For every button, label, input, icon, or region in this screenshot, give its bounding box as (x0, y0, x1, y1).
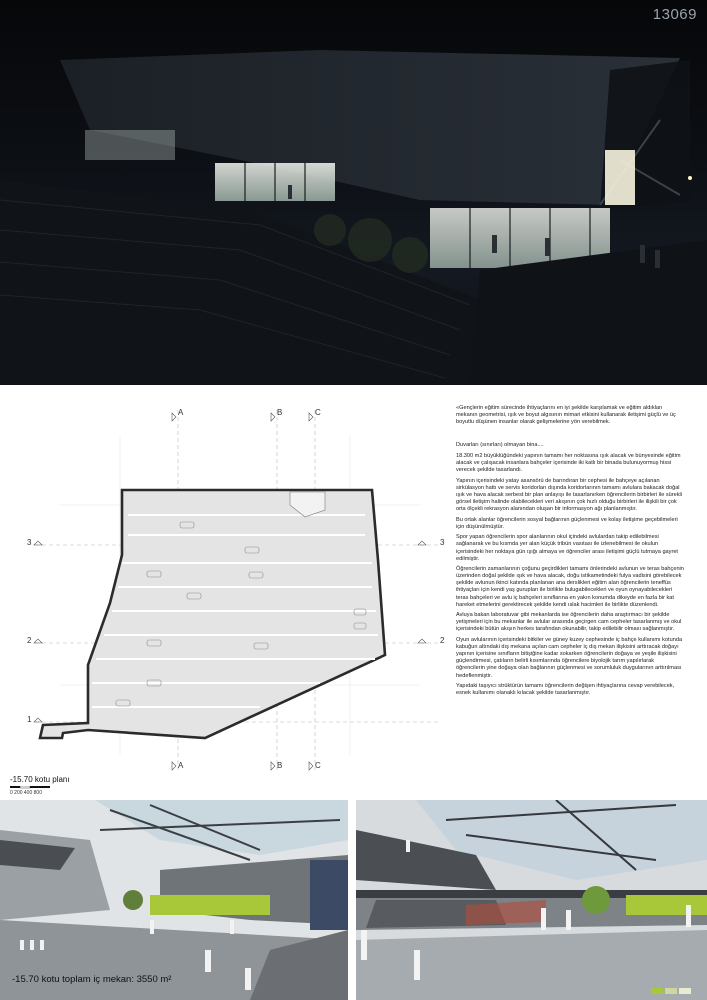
legend-chip-green (651, 988, 663, 994)
axis-label-bottom-c: C (315, 761, 321, 770)
interior-render-right (356, 800, 707, 1000)
paragraph-2: Yapının içerisindeki yatay asansörü de barındıran bir cephesi ile bahçeye açılanan sirkülasyon hattı ve servis koridorları dışında koridorlarının tamamı avlulara bakacak doğal ışık ve hava alacak serbest bir plan anlayışı ile tasarlanırken öğrencilerin birbirleri ile sürekli görsel iletişim halinde olabilecekleri veri akışının çok hızlı olduğu birbirleri ile ilişkili bir çok orta ölçekli rekrasyon alanından oluşan bir informasyon ağı planlanmıştır. (456, 477, 683, 513)
axis-label-top-a: A (178, 408, 184, 417)
legend-chip-light (665, 988, 677, 994)
paragraph-1: 18.300 m2 büyüklüğündeki yapının tamamı her noktasına ışık alacak ve bünyesinde eğitim alacak ve çalışacak insanlara bahçeler içerisinde iki katlı bir binada bulunuyormuş hissi verecek şekilde tasarlandı. (456, 452, 681, 474)
scale-bar (10, 786, 50, 796)
plan-outline (40, 490, 385, 738)
floor-plan-drawing (0, 395, 450, 795)
paragraph-4: Spor yapan öğrencilerin spor alanlarının okul içindeki avlulardan takip edilebilmesi sağlanarak ve bu kısmda yer alan küçük tribün vasıtası ile izlenebilmesi ile okulun içerisindeki her noktaya gün ışığı almaya ve öğrenciler arası iletişimi güçlü tutmaya gayret edilmiştir. (456, 534, 678, 562)
paragraph-8: Yapıdaki taşıyıcı strüktürün tamamı öğrencilerin değişen ihtiyaçlarına cevap verebilecek, esnek kullanımı olanaklı kılacak şekilde tasarlanmıştır. (456, 683, 675, 697)
interior-render-left (0, 800, 348, 1000)
axis-label-right-2: 2 (440, 636, 445, 645)
axis-label-right-3: 3 (440, 538, 445, 547)
paragraph-7: Oyun avlularının içerisindeki bitkiler ve güney kuzey cephesinde iç bahçe kullanımı kotunda kabuğun altındaki dış mekana açılan cam cepheler iç dış mekan ilişkisini arttıracak doğayı yapının içerisine sınıfların bitişiğine kadar sokarken öğrencilerin doğaya ve yeşile ilişkisini güçlendirmesi, çatıların belirli kısımlarında öğrencilere biyolojik tarım yapılırlarak öğrencilerin yine doğaya olan bağlarının güçlenmesi ve sorumluluk duygularının arttırılması hedeflenmiştir. (456, 637, 683, 679)
legend-chip-pale (679, 988, 691, 994)
axis-label-left-2: 2 (27, 636, 32, 645)
section-heading: Duvarları (sınırları) olmayan bina.... (456, 442, 544, 449)
paragraph-6: Avluya bakan laboratuvar gibi mekanlarda ise öğrencilerin daha araştırmacı bir şekilde yetişmeleri için bu mekanlar ile avlular arasında geçirgen cam cepheler tasarlanmış ve okul içerisindeki bütün akışın herkes tarafından okunabilir, takip edilebilir olması sağlanmıştır. (456, 612, 682, 633)
axis-label-left-3: 3 (27, 538, 32, 547)
intro-paragraph: «Gençlerin eğitim sürecinde ihtiyaçlarını en iyi şekilde karşılamak ve eğitim aldıkları mekanın geometrisi, ışık ve boyut algısının mimari etkisini kullanarak iletişimi güçlü ve üç boyutlu düşünen insanlar olarak gelişmelerine yön verebilmek. (456, 405, 676, 426)
hero-scene (0, 0, 707, 385)
area-caption: -15.70 kotu toplam iç mekan: 3550 m² (12, 974, 172, 985)
interior-scene-left (0, 800, 348, 1000)
description-text (456, 405, 684, 701)
scale-bar-ticks: 0 200 400 800 (10, 790, 42, 796)
interior-scene-right (356, 800, 707, 1000)
paragraph-5: Öğrencilerin zamanlarının çoğunu geçirdikleri tamamı önlerindeki avlunun ve teras bahçenin üzerinden doğal şekilde ışık ve hava alacak, doğu istikametindeki fulya vadisini görebilecek şekilde avlunun ikinci katında planlanan ana derslikleri eğitim alan öğrencilerin teneffüs ihtiyaçları için kendi yaş gurupları ile birlikte bulugabilecekleri ve oyun oynayabilecekleri teras bahçeleri ve avlu iç bahçeleri sınıflarına en yakın konumda dikeyde en fazla bir kat hareket etmelerini gerektirecek şekilde kendi ıslak hacimleri ile birlikte düzenlendi. (456, 566, 684, 608)
axis-label-bottom-b: B (277, 761, 283, 770)
roof-canopy (60, 50, 680, 205)
axis-label-bottom-a: A (178, 761, 184, 770)
plan-caption: -15.70 kotu planı (10, 775, 70, 784)
legend-chips (651, 988, 691, 994)
sheet-number: 13069 (652, 6, 697, 23)
hero-night-render (0, 0, 707, 385)
axis-label-left-1: 1 (27, 715, 32, 724)
axis-label-top-b: B (277, 408, 283, 417)
stepped-terraces (0, 180, 480, 385)
floor-plan (0, 395, 450, 795)
paragraph-3: Bu ortak alanlar öğrencilerin sosyal bağlarının güçlenmesi ve kolay iletişime geçebilmeleri için düşünülmüştür. (456, 516, 678, 530)
axis-label-top-c: C (315, 408, 321, 417)
